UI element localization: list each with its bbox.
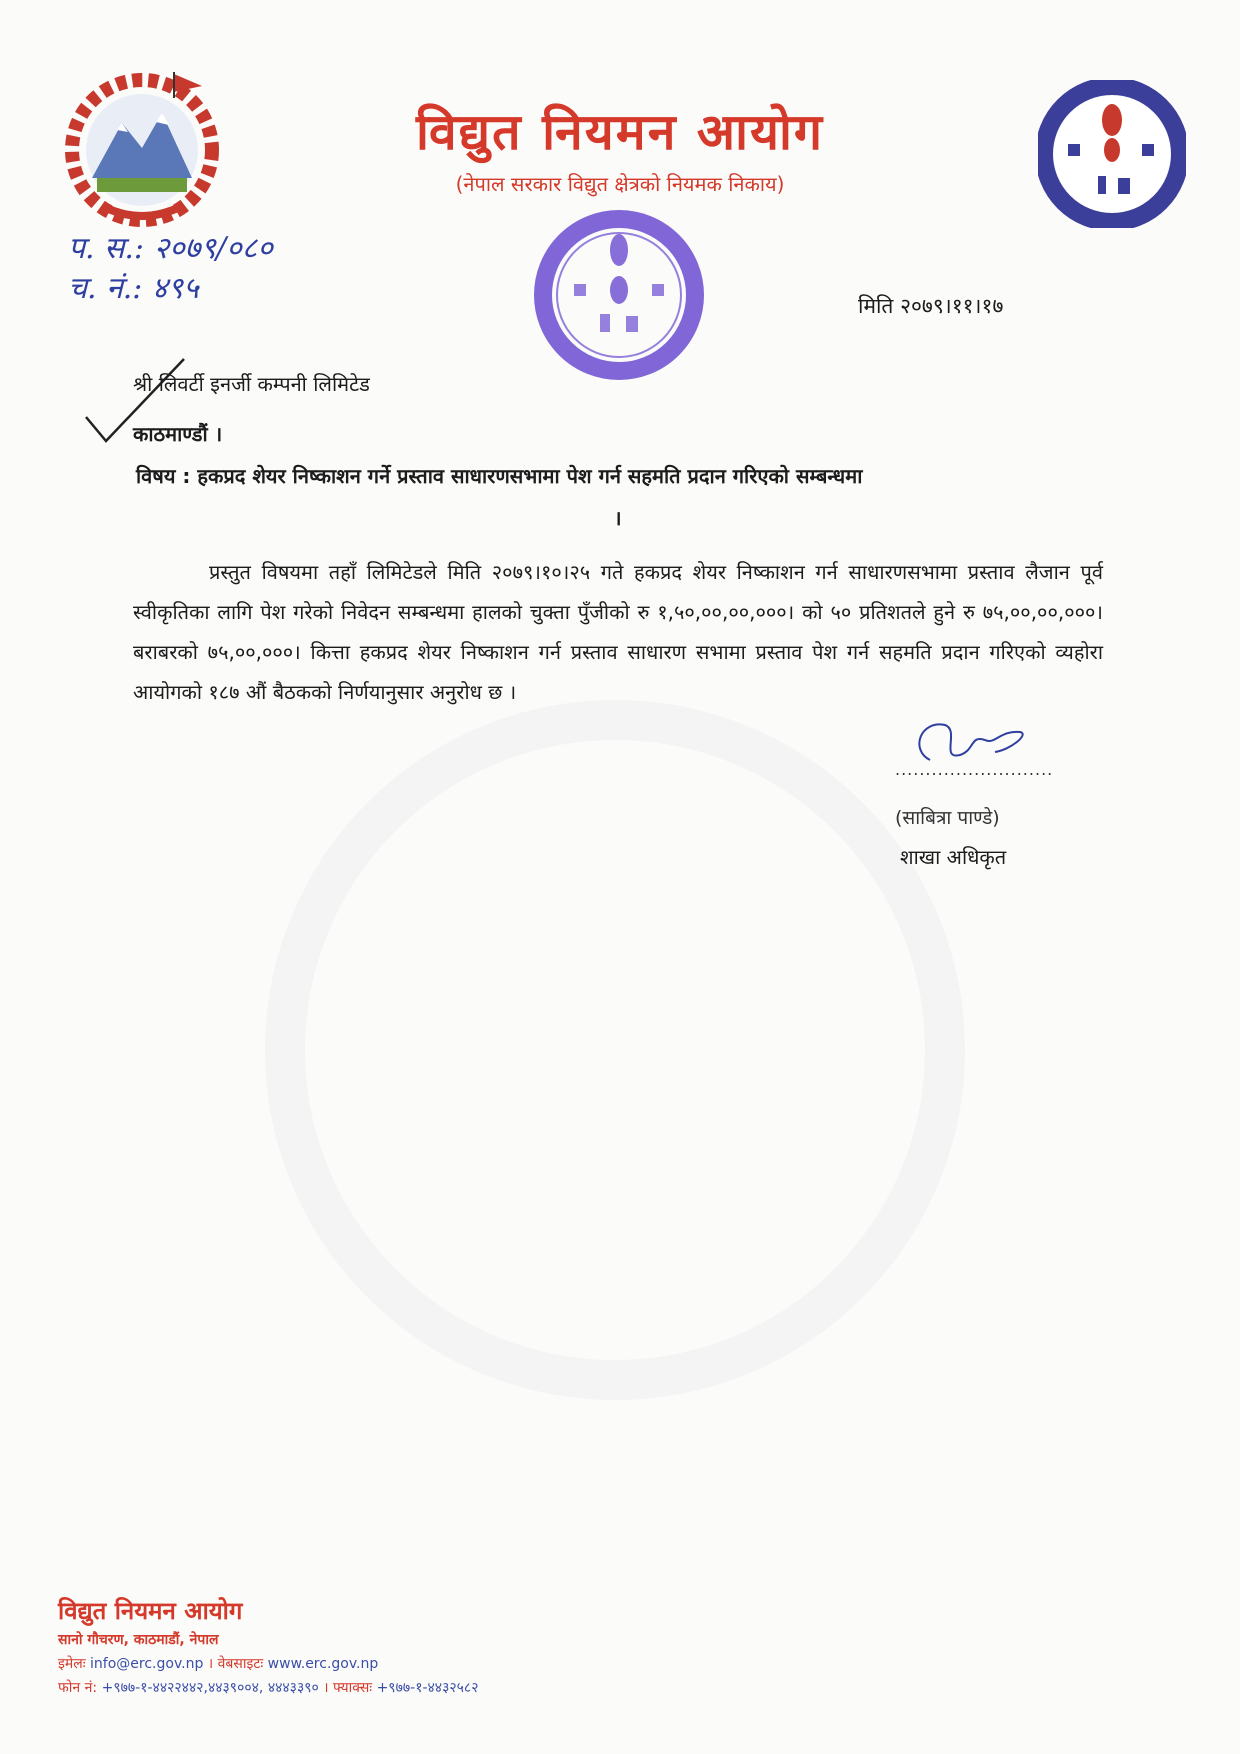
reference-number: प. स.: २०७९/०८० [68,231,273,266]
footer-address: सानो गौचरण, काठमाडौं, नेपाल [58,1632,219,1648]
phone-label: फोन नं: [58,1680,98,1696]
fax-number: +९७७-१-४४३२५८२ [376,1680,479,1696]
footer-org-name: विद्युत नियमन आयोग [58,1596,243,1625]
signatory-title: शाखा अधिकृत [900,845,1007,869]
separator: । [207,1656,214,1672]
separator: । [323,1680,329,1696]
official-stamp-icon [534,210,704,380]
letter-date: मिति २०७९।११।१७ [858,294,1004,318]
signatory-name: (साबित्रा पाण्डे) [895,807,1000,829]
letter-subject: विषय : हकप्रद शेयर निष्काशन गर्ने प्रस्ताव साधारणसभामा पेश गर्न सहमति प्रदान गरिएको सम्बन्धमा [136,464,863,488]
watermark [265,700,965,1400]
dispatch-number: च. नं.: ४९५ [68,271,199,306]
subject-terminator: । [614,506,622,530]
recipient-name: श्री लिवर्टी इनर्जी कम्पनी लिमिटेड [133,372,370,396]
footer-contact [58,1654,378,1673]
letter-body: प्रस्तुत विषयमा तहाँ लिमिटेडले मिति २०७९।१०।२५ गते हकप्रद शेयर निष्काशन गर्न साधारणसभामा प्रस्ताव लैजान पूर्व स्वीकृतिका लागि पेश गरेको निवेदन सम्बन्धमा हालको चुक्ता पुँजीको रु १,५०,००,००,०००। को ५० प्रतिशतले हुने रु ७५,००,००,०००। बराबरको ७५,००,०००। कित्ता हकप्रद शेयर निष्काशन गर्न प्रस्ताव साधारण सभामा प्रस्ताव पेश गर्न सहमति प्रदान गरिएको व्यहोरा आयोगको १८७ औं बैठकको निर्णयानुसार अनुरोध छ । [133,560,1103,704]
org-subtitle: (नेपाल सरकार विद्युत क्षेत्रको नियमक निकाय) [455,172,785,196]
fax-label: फ्याक्सः [333,1680,373,1696]
email-link[interactable]: info@erc.gov.np [90,1656,204,1672]
email-label: इमेलः [58,1656,86,1672]
website-label: वेबसाइटः [217,1656,264,1672]
website-link[interactable]: www.erc.gov.np [267,1656,379,1672]
recipient-address: काठमाण्डौं । [133,422,223,446]
signature-line: .......................... [895,760,1054,779]
phone-number: +९७७-१-४४२२४४२,४४३९००४, ४४४३३९० [101,1680,319,1696]
footer-phone [58,1678,479,1697]
org-title: विद्युत नियमन आयोग [415,102,825,161]
